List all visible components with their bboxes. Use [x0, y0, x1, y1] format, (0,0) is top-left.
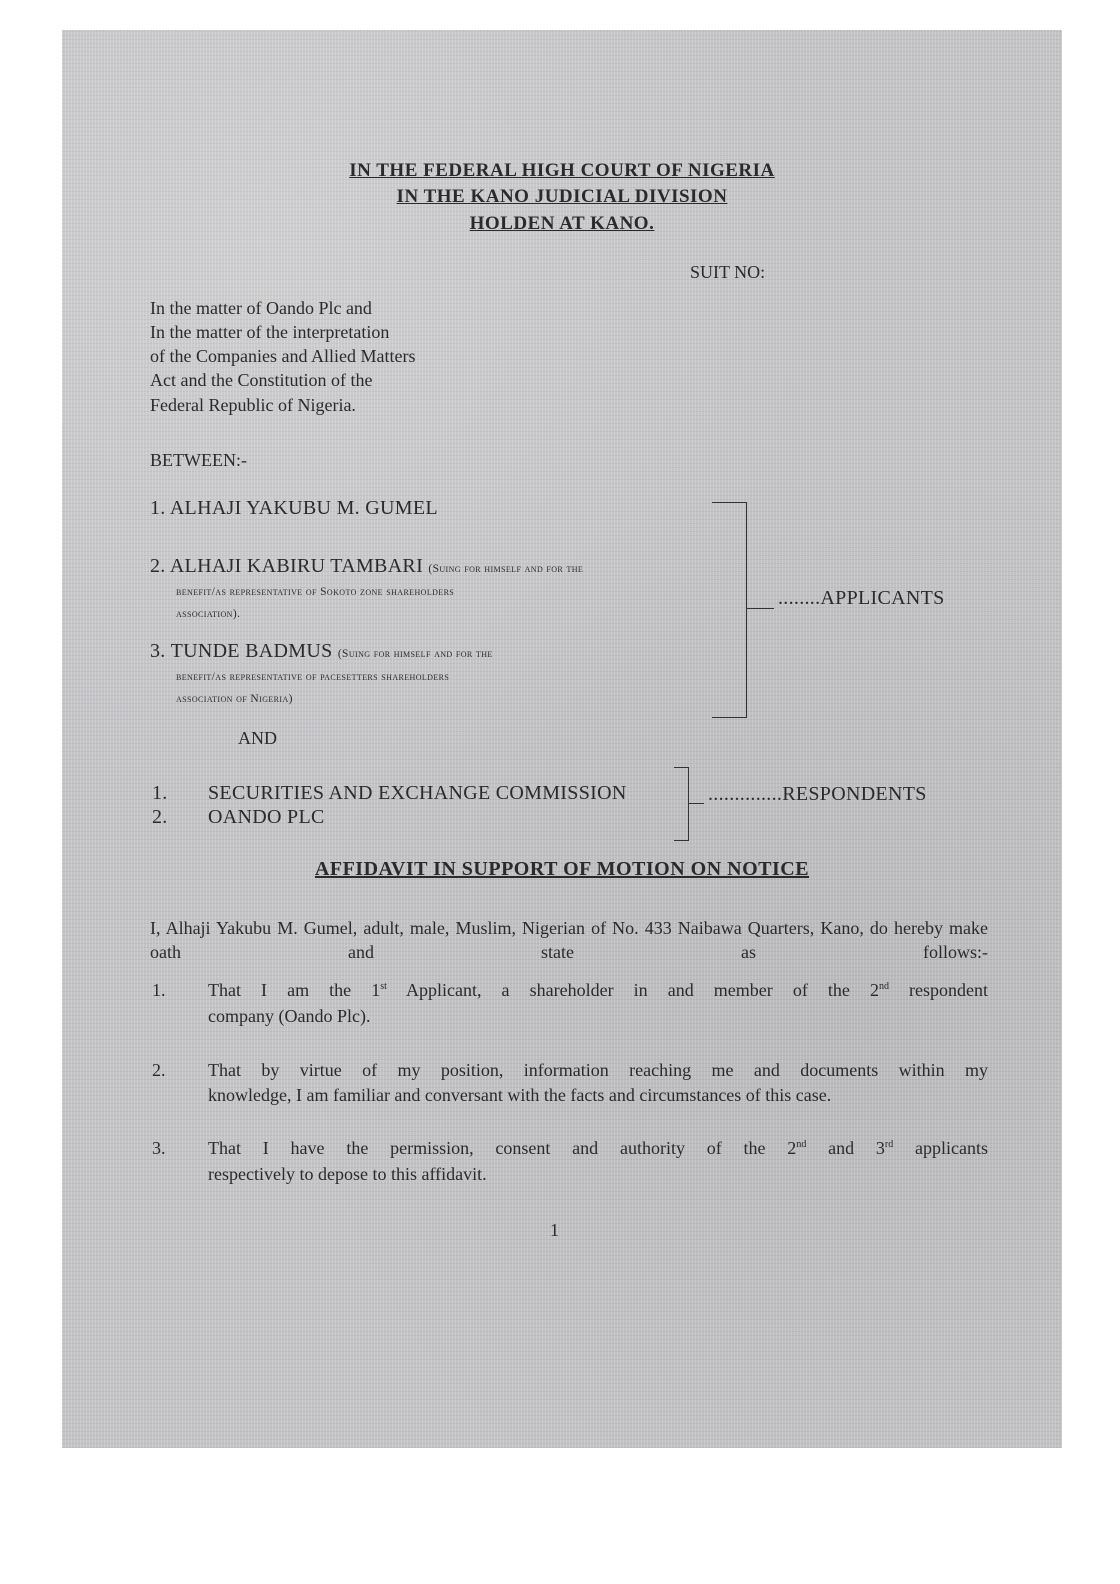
- applicant-number: 1.: [150, 497, 166, 519]
- between-label: BETWEEN:-: [150, 450, 247, 470]
- paragraph-1-line-1: [208, 980, 988, 1001]
- paragraph-1-line-2: company (Oando Plc).: [208, 1006, 371, 1026]
- respondent-number: 1.: [152, 782, 168, 804]
- superscript: rd: [884, 1139, 894, 1150]
- paragraph-number: 1.: [152, 980, 166, 1000]
- matter-line: Federal Republic of Nigeria.: [150, 395, 356, 415]
- suit-number: SUIT NO:: [690, 262, 766, 282]
- matter-line: In the matter of the interpretation: [150, 322, 390, 342]
- applicants-label: ........APPLICANTS: [778, 587, 945, 609]
- applicant-3: [150, 640, 493, 663]
- brace-tick: [746, 608, 774, 609]
- text-run: That I have the permission, consent and authority of the 2: [208, 1138, 797, 1158]
- matter-line: In the matter of Oando Plc and: [150, 298, 372, 318]
- court-heading-line-2: IN THE KANO JUDICIAL DIVISION: [396, 186, 728, 207]
- affidavit-intro: I, Alhaji Yakubu M. Gumel, adult, male, Muslim, Nigerian of No. 433 Naibawa Quarters, Kano, do hereby make oath and state as follows:-: [150, 918, 988, 962]
- applicant-detail: benefit/as representative of pacesetters shareholders: [176, 671, 450, 683]
- applicant-number: 3.: [150, 640, 166, 662]
- text-run: applicants: [893, 1138, 989, 1158]
- applicant-detail: association).: [176, 608, 241, 620]
- superscript: st: [380, 981, 387, 992]
- respondent-name: OANDO PLC: [208, 806, 325, 828]
- superscript: nd: [796, 1139, 807, 1150]
- paragraph-2-line-1: That by virtue of my position, information reaching me and documents within my: [208, 1060, 988, 1080]
- applicant-detail: (Suing for himself and for the: [428, 563, 584, 575]
- applicant-name: TUNDE BADMUS: [170, 640, 333, 662]
- applicant-number: 2.: [150, 555, 166, 577]
- respondents-label: ..............RESPONDENTS: [708, 783, 927, 805]
- page-number: 1: [550, 1220, 559, 1240]
- affidavit-title: AFFIDAVIT IN SUPPORT OF MOTION ON NOTICE: [314, 858, 810, 880]
- applicant-name: ALHAJI KABIRU TAMBARI: [169, 555, 424, 577]
- respondents-brace: [674, 767, 689, 841]
- applicant-2: [150, 555, 583, 578]
- paragraph-3-line-2: respectively to depose to this affidavit.: [208, 1164, 487, 1184]
- and-separator: AND: [238, 728, 277, 748]
- applicants-brace: [712, 502, 747, 718]
- applicant-detail: association of Nigeria): [176, 693, 293, 705]
- matter-line: Act and the Constitution of the: [150, 370, 373, 390]
- text-run: and 3: [806, 1138, 885, 1158]
- court-heading-line-1: IN THE FEDERAL HIGH COURT OF NIGERIA: [349, 160, 775, 181]
- paragraph-number: 2.: [152, 1060, 166, 1080]
- paragraph-3-line-1: [208, 1138, 988, 1159]
- respondent-name: SECURITIES AND EXCHANGE COMMISSION: [208, 782, 627, 804]
- matter-line: of the Companies and Allied Matters: [150, 346, 416, 366]
- applicant-name: ALHAJI YAKUBU M. GUMEL: [169, 497, 438, 519]
- applicant-detail: (Suing for himself and for the: [337, 648, 493, 660]
- applicant-1: [150, 497, 438, 520]
- document-page: [62, 30, 1062, 1448]
- paragraph-2-line-2: knowledge, I am familiar and conversant with the facts and circumstances of this case.: [208, 1085, 832, 1105]
- applicant-detail: benefit/as representative of Sokoto zone shareholders: [176, 586, 455, 598]
- text-run: Applicant, a shareholder in and member of the 2: [386, 980, 879, 1000]
- respondent-number: 2.: [152, 806, 168, 828]
- court-heading-line-3: HOLDEN AT KANO.: [469, 213, 655, 234]
- paragraph-number: 3.: [152, 1138, 166, 1158]
- brace-tick: [688, 803, 704, 804]
- text-run: respondent: [888, 980, 989, 1000]
- superscript: nd: [878, 981, 889, 992]
- text-run: That I am the 1: [208, 980, 381, 1000]
